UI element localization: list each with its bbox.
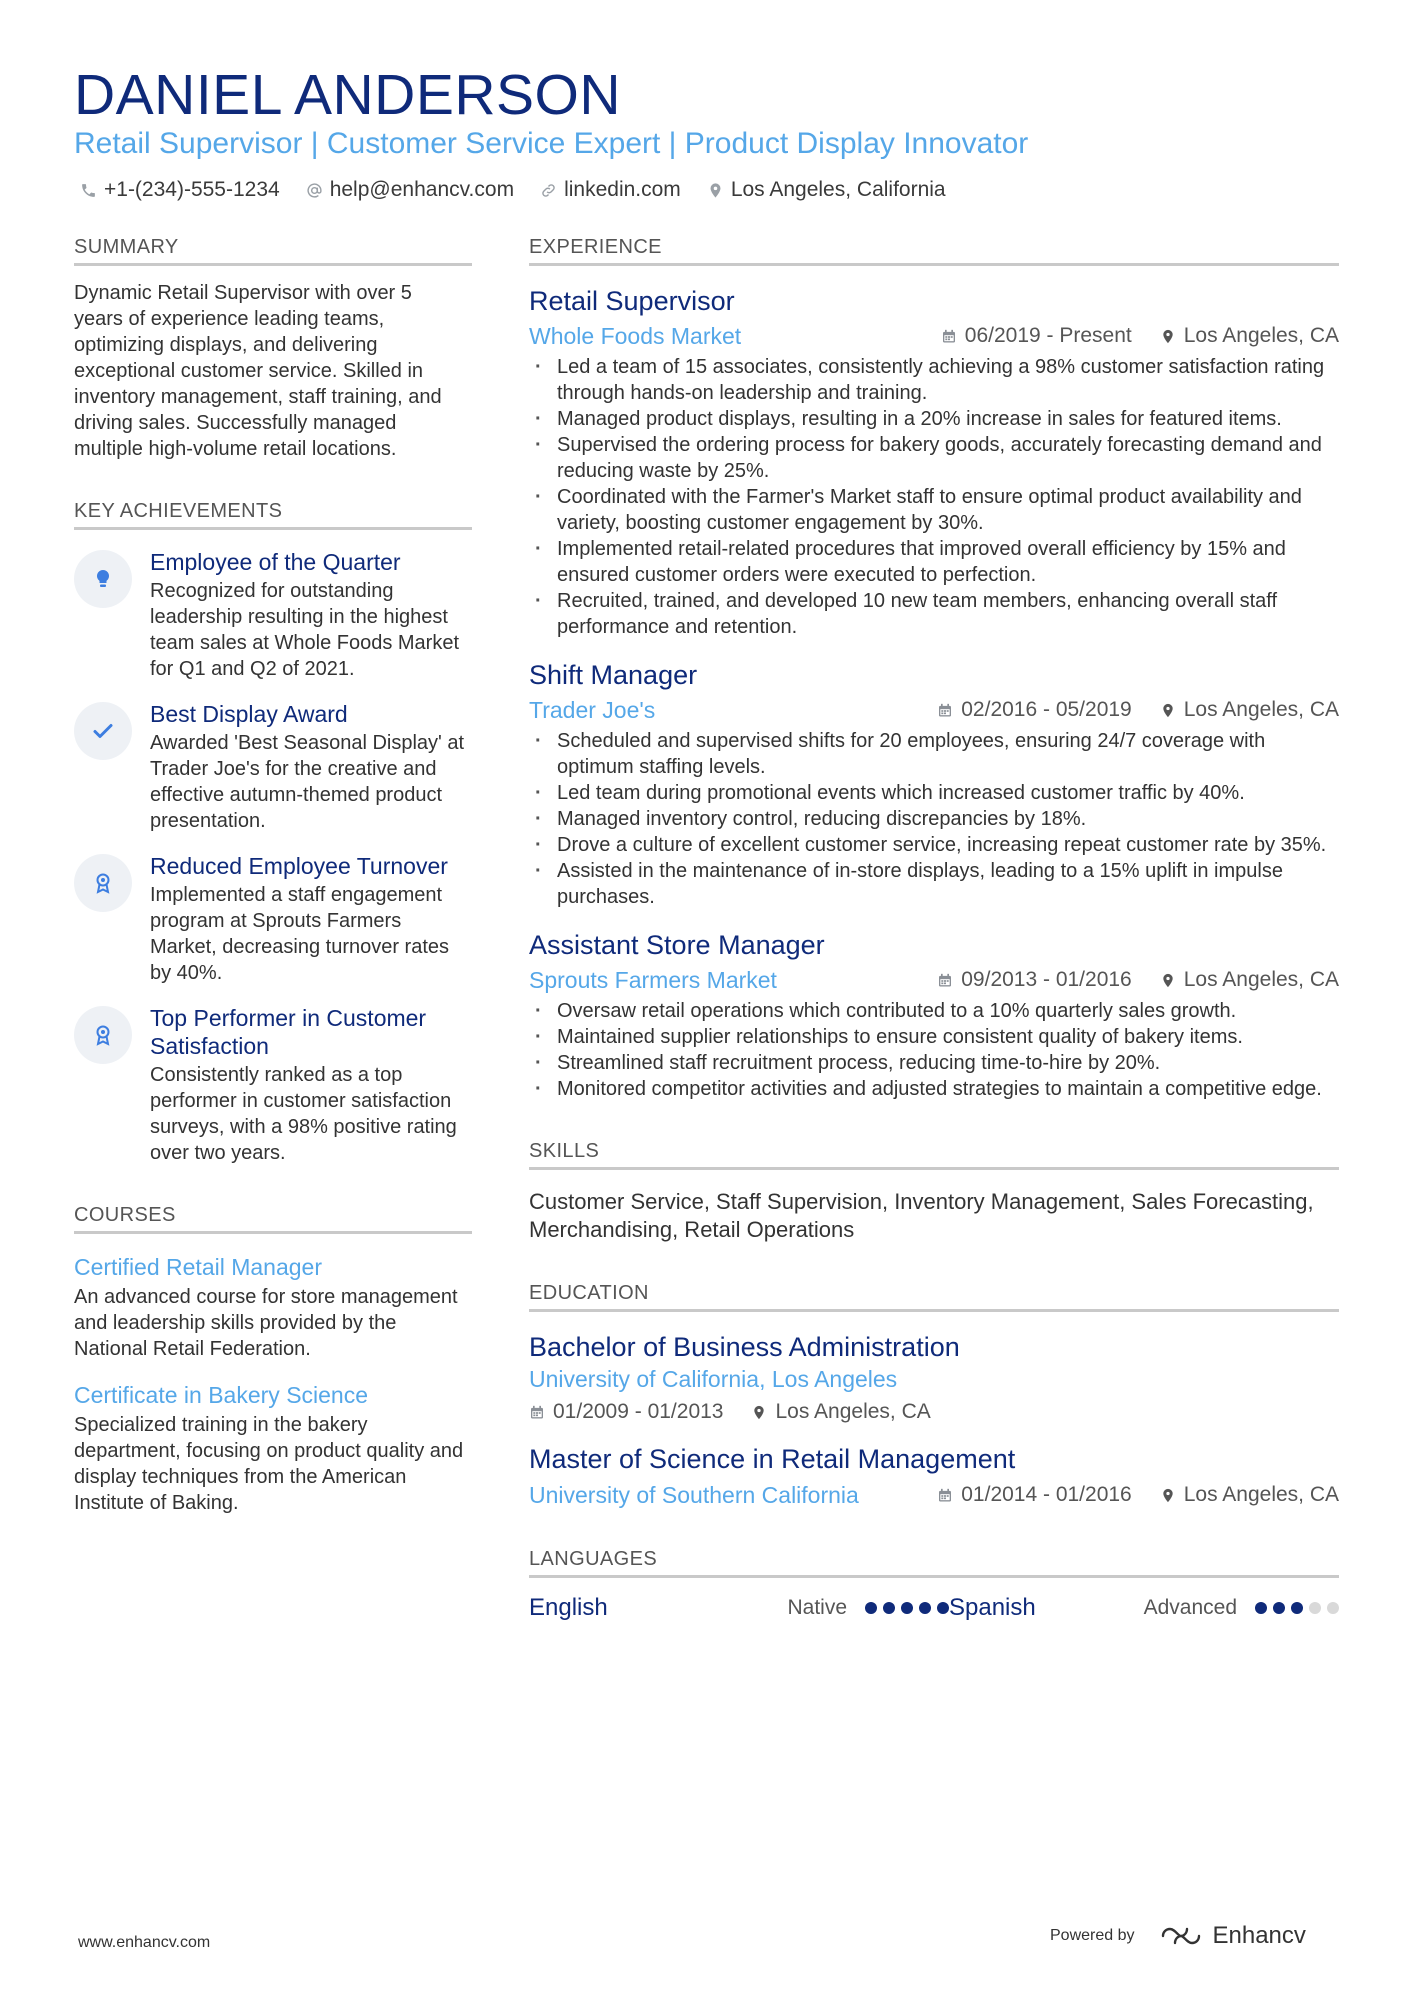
job-location-text: Los Angeles, CA bbox=[1183, 324, 1339, 347]
rating-dot-filled bbox=[1255, 1602, 1267, 1614]
achievement-desc: Implemented a staff engagement program at Sprouts Farmers Market, decreasing turnover rates by 40%. bbox=[150, 884, 450, 984]
course-desc: An advanced course for store management and leadership skills provided by the National Retail Federation. bbox=[74, 1286, 458, 1360]
map-pin-icon bbox=[1160, 1487, 1176, 1504]
skills-section bbox=[529, 1140, 1339, 1244]
job-title: Shift Manager bbox=[529, 660, 698, 690]
edu-location-text: Los Angeles, CA bbox=[775, 1400, 931, 1423]
job-bullet: · Oversaw retail operations which contributed to a 10% quarterly sales growth. bbox=[529, 998, 1339, 1024]
job-bullet: · Coordinated with the Farmer's Market staff to ensure optimal product availability and variety, boosting customer engagement by 30%. bbox=[529, 484, 1339, 536]
language-level: Native bbox=[787, 1596, 847, 1619]
rating-dot-filled bbox=[865, 1602, 877, 1614]
edu-degree: Master of Science in Retail Management bbox=[529, 1444, 1016, 1474]
job-location bbox=[1160, 698, 1339, 722]
candidate-tagline: Retail Supervisor | Customer Service Expert | Product Display Innovator bbox=[74, 127, 1029, 160]
location-text: Los Angeles, California bbox=[730, 178, 946, 201]
job-bullets bbox=[529, 998, 1339, 1102]
courses-section bbox=[74, 1204, 472, 1516]
edu-location bbox=[1160, 1483, 1339, 1507]
job-bullet: · Drove a culture of excellent customer service, increasing repeat customer rate by 35%. bbox=[529, 832, 1339, 858]
edu-location-text: Los Angeles, CA bbox=[1183, 1483, 1339, 1506]
email-text: help@enhancv.com bbox=[329, 178, 515, 201]
achievement-item bbox=[74, 700, 472, 834]
achievement-title: Reduced Employee Turnover bbox=[150, 853, 448, 879]
summary-section bbox=[74, 236, 472, 462]
check-icon bbox=[91, 719, 115, 743]
footer-branding bbox=[1050, 1922, 1306, 1950]
job-company: Trader Joe's bbox=[529, 697, 656, 723]
map-pin-icon bbox=[751, 1404, 767, 1421]
map-pin-icon bbox=[1160, 328, 1176, 345]
language-rating bbox=[865, 1602, 949, 1614]
calendar-icon bbox=[941, 328, 957, 345]
rating-dot-filled bbox=[1273, 1602, 1285, 1614]
job-bullet: · Managed inventory control, reducing discrepancies by 18%. bbox=[529, 806, 1339, 832]
job-bullet: · Led a team of 15 associates, consistently achieving a 98% customer satisfaction rating through hands-on leadership and training. bbox=[529, 354, 1339, 406]
job-dates-text: 02/2016 - 05/2019 bbox=[961, 698, 1132, 721]
job-location bbox=[1160, 968, 1339, 992]
left-column bbox=[74, 236, 472, 1516]
contact-email[interactable] bbox=[306, 178, 514, 202]
job-bullet: · Implemented retail-related procedures that improved overall efficiency by 15% and ensured customer orders were executed to perfection. bbox=[529, 536, 1339, 588]
right-column bbox=[529, 236, 1339, 1622]
achievement-item bbox=[74, 548, 472, 682]
candidate-name: DANIEL ANDERSON bbox=[74, 63, 622, 127]
calendar-icon bbox=[937, 702, 953, 719]
phone-text: +1-(234)-555-1234 bbox=[104, 178, 280, 201]
course-desc: Specialized training in the bakery department, focusing on product quality and display techniques from the American Institute of Baking. bbox=[74, 1414, 464, 1514]
job-company: Whole Foods Market bbox=[529, 323, 742, 349]
contact-phone bbox=[80, 178, 280, 202]
edu-dates-text: 01/2009 - 01/2013 bbox=[553, 1400, 724, 1423]
award-icon bbox=[91, 1023, 115, 1047]
edu-school: University of California, Los Angeles bbox=[529, 1366, 898, 1392]
job-bullet: · Supervised the ordering process for bakery goods, accurately forecasting demand and reducing waste by 25%. bbox=[529, 432, 1339, 484]
job-company: Sprouts Farmers Market bbox=[529, 967, 777, 993]
languages-section bbox=[529, 1548, 1339, 1622]
edu-dates-text: 01/2014 - 01/2016 bbox=[961, 1483, 1132, 1506]
job-location bbox=[1160, 324, 1339, 348]
contact-location bbox=[707, 178, 946, 202]
achievement-icon-wrap bbox=[74, 854, 132, 912]
achievement-title: Best Display Award bbox=[150, 701, 348, 727]
phone-icon bbox=[80, 182, 97, 199]
achievement-item bbox=[74, 852, 472, 986]
section-title-achievements: KEY ACHIEVEMENTS bbox=[74, 500, 472, 530]
rating-dot-empty bbox=[1309, 1602, 1321, 1614]
edu-meta bbox=[529, 1480, 1339, 1510]
summary-text: Dynamic Retail Supervisor with over 5 years of experience leading teams, optimizing displays, and delivering exceptional customer service. Skilled in inventory management, staff training, and driving sales. Successfully managed multiple high-volume retail locations. bbox=[74, 282, 442, 460]
language-name: Spanish bbox=[949, 1594, 1036, 1621]
edu-location bbox=[751, 1400, 930, 1424]
job-dates bbox=[937, 968, 1131, 992]
powered-by-text: Powered by bbox=[1050, 1927, 1135, 1944]
footer-website[interactable]: www.enhancv.com bbox=[78, 1934, 211, 1951]
job-dates bbox=[941, 324, 1132, 348]
linkedin-text: linkedin.com bbox=[564, 178, 681, 201]
achievement-desc: Recognized for outstanding leadership resulting in the highest team sales at Whole Foods Market for Q1 and Q2 of 2021. bbox=[150, 580, 460, 680]
achievements-section bbox=[74, 500, 472, 1166]
map-pin-icon bbox=[707, 182, 724, 199]
job-bullet: · Monitored competitor activities and adjusted strategies to maintain a competitive edge. bbox=[529, 1076, 1339, 1102]
job-title: Retail Supervisor bbox=[529, 286, 735, 316]
course-title: Certificate in Bakery Science bbox=[74, 1382, 369, 1408]
language-item bbox=[529, 1594, 949, 1622]
rating-dot-empty bbox=[1327, 1602, 1339, 1614]
language-level: Advanced bbox=[1143, 1596, 1237, 1619]
achievement-icon-wrap bbox=[74, 1006, 132, 1064]
job-bullet: · Managed product displays, resulting in a 20% increase in sales for featured items. bbox=[529, 406, 1339, 432]
job-meta bbox=[529, 696, 1339, 724]
lightbulb-icon bbox=[91, 567, 115, 591]
section-title-summary: SUMMARY bbox=[74, 236, 472, 266]
rating-dot-filled bbox=[883, 1602, 895, 1614]
edu-dates bbox=[529, 1400, 723, 1424]
job-dates-text: 06/2019 - Present bbox=[964, 324, 1132, 347]
job-meta bbox=[529, 322, 1339, 350]
section-title-experience: EXPERIENCE bbox=[529, 236, 1339, 266]
contact-bar bbox=[80, 178, 946, 202]
achievement-desc: Awarded 'Best Seasonal Display' at Trader Joe's for the creative and effective autumn-themed product presentation. bbox=[150, 732, 465, 832]
job-meta bbox=[529, 966, 1339, 994]
calendar-icon bbox=[937, 972, 953, 989]
achievement-icon-wrap bbox=[74, 550, 132, 608]
language-name: English bbox=[529, 1594, 608, 1621]
job-bullet: · Assisted in the maintenance of in-store displays, leading to a 15% uplift in impulse purchases. bbox=[529, 858, 1339, 910]
edu-meta bbox=[529, 1400, 1339, 1424]
at-icon bbox=[306, 182, 323, 199]
job-bullet: · Led team during promotional events which increased customer traffic by 40%. bbox=[529, 780, 1339, 806]
section-title-courses: COURSES bbox=[74, 1204, 472, 1234]
job-dates bbox=[937, 698, 1131, 722]
section-title-languages: LANGUAGES bbox=[529, 1548, 1339, 1578]
language-rating bbox=[1255, 1602, 1339, 1614]
brand-name: Enhancv bbox=[1212, 1922, 1306, 1949]
link-icon bbox=[540, 182, 557, 199]
section-title-skills: SKILLS bbox=[529, 1140, 1339, 1170]
map-pin-icon bbox=[1160, 972, 1176, 989]
map-pin-icon bbox=[1160, 702, 1176, 719]
language-item bbox=[949, 1594, 1339, 1622]
job-entry bbox=[529, 928, 1339, 1102]
job-title: Assistant Store Manager bbox=[529, 930, 825, 960]
job-entry bbox=[529, 284, 1339, 640]
experience-section bbox=[529, 236, 1339, 1102]
rating-dot-filled bbox=[937, 1602, 949, 1614]
job-location-text: Los Angeles, CA bbox=[1183, 698, 1339, 721]
edu-degree: Bachelor of Business Administration bbox=[529, 1332, 960, 1362]
brand-logo[interactable] bbox=[1159, 1922, 1306, 1950]
languages-row bbox=[529, 1594, 1339, 1622]
award-icon bbox=[91, 871, 115, 895]
education-entry bbox=[529, 1330, 1339, 1424]
calendar-icon bbox=[529, 1404, 545, 1421]
skills-text: Customer Service, Staff Supervision, Inventory Management, Sales Forecasting, Merchandising, Retail Operations bbox=[529, 1189, 1314, 1242]
job-entry bbox=[529, 658, 1339, 910]
contact-linkedin[interactable] bbox=[540, 178, 681, 202]
achievement-desc: Consistently ranked as a top performer in customer satisfaction surveys, with a 98% positive rating over two years. bbox=[150, 1064, 457, 1164]
job-bullet: · Maintained supplier relationships to ensure consistent quality of bakery items. bbox=[529, 1024, 1339, 1050]
achievement-title: Top Performer in Customer Satisfaction bbox=[150, 1005, 427, 1059]
course-item bbox=[74, 1252, 472, 1362]
job-bullet: · Streamlined staff recruitment process, reducing time-to-hire by 20%. bbox=[529, 1050, 1339, 1076]
calendar-icon bbox=[937, 1487, 953, 1504]
job-location-text: Los Angeles, CA bbox=[1183, 968, 1339, 991]
section-title-education: EDUCATION bbox=[529, 1282, 1339, 1312]
job-bullets bbox=[529, 354, 1339, 640]
job-bullets bbox=[529, 728, 1339, 910]
job-bullet: · Scheduled and supervised shifts for 20 employees, ensuring 24/7 coverage with optimum staffing levels. bbox=[529, 728, 1339, 780]
achievement-title: Employee of the Quarter bbox=[150, 549, 401, 575]
job-bullet: · Recruited, trained, and developed 10 new team members, enhancing overall staff performance and retention. bbox=[529, 588, 1339, 640]
rating-dot-filled bbox=[901, 1602, 913, 1614]
edu-school: University of Southern California bbox=[529, 1482, 859, 1508]
enhancv-logo-icon bbox=[1159, 1925, 1203, 1947]
achievement-item bbox=[74, 1004, 472, 1166]
achievement-icon-wrap bbox=[74, 702, 132, 760]
rating-dot-filled bbox=[1291, 1602, 1303, 1614]
education-section bbox=[529, 1282, 1339, 1510]
rating-dot-filled bbox=[919, 1602, 931, 1614]
job-dates-text: 09/2013 - 01/2016 bbox=[961, 968, 1132, 991]
education-entry bbox=[529, 1442, 1339, 1510]
course-item bbox=[74, 1380, 472, 1516]
edu-dates bbox=[937, 1483, 1131, 1507]
course-title: Certified Retail Manager bbox=[74, 1254, 323, 1280]
